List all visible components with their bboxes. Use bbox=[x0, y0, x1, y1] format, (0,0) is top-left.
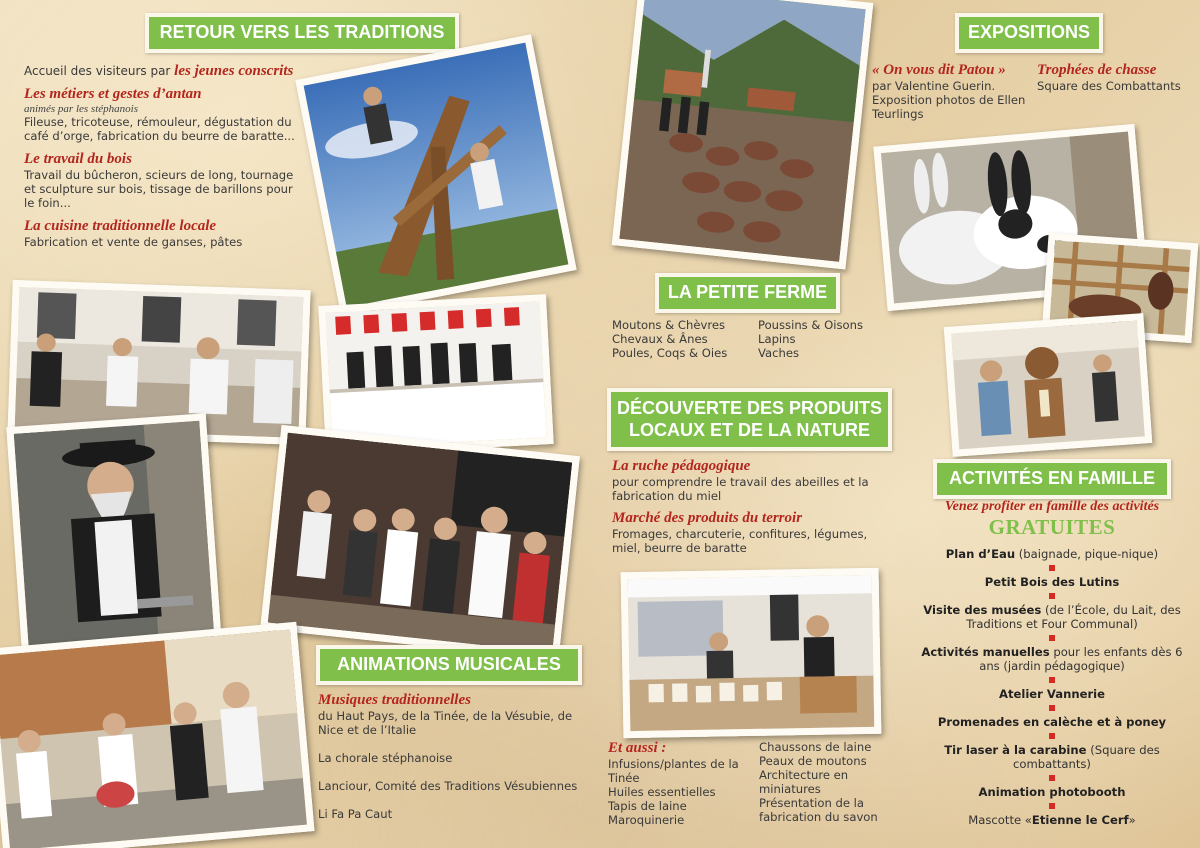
famille-item-petit-bois bbox=[912, 575, 1192, 589]
produits-title-line-2: LOCAUX ET DE LA NATURE bbox=[629, 419, 870, 440]
photo-grinder bbox=[6, 413, 222, 656]
produits-title-line-1: DÉCOUVERTE DES PRODUITS bbox=[616, 398, 883, 418]
produits-text-block bbox=[612, 458, 894, 555]
photo-sawyers bbox=[295, 34, 576, 315]
item-rest: (baignade, pique-nique) bbox=[1015, 547, 1159, 561]
mascotte-name: Etienne le Cerf bbox=[1031, 813, 1129, 827]
bullet-square bbox=[1049, 733, 1055, 739]
aussi-heading: Et aussi : bbox=[608, 740, 667, 756]
bullet-square bbox=[1049, 775, 1055, 781]
expositions-title: EXPOSITIONS bbox=[955, 13, 1103, 53]
aussi-item: Huiles essentielles bbox=[608, 785, 716, 799]
bullet-square bbox=[1049, 705, 1055, 711]
aussi-col-1 bbox=[608, 740, 753, 827]
famille-title: ACTIVITÉS EN FAMILLE bbox=[933, 459, 1171, 499]
item-bold: Atelier Vannerie bbox=[998, 687, 1106, 701]
expo-2-text: Square des Combattants bbox=[1037, 79, 1181, 93]
intro-highlight: les jeunes conscrits bbox=[174, 63, 294, 79]
mascotte-prefix: Mascotte « bbox=[968, 813, 1032, 827]
item-rest: (de l’École, du Lait, des Traditions et Four Communal) bbox=[966, 603, 1181, 631]
aussi-item: Chaussons de laine bbox=[759, 740, 872, 754]
ferme-col-2 bbox=[758, 318, 888, 360]
tradition-item-bois bbox=[24, 151, 296, 210]
marche-heading: Marché des produits du terroir bbox=[612, 510, 803, 526]
ferme-item: Lapins bbox=[758, 332, 796, 346]
tradition-item-cuisine bbox=[24, 218, 296, 249]
expo-2 bbox=[1037, 62, 1187, 93]
intro-text: Accueil des visiteurs par bbox=[24, 64, 175, 78]
photo-street-band bbox=[0, 622, 315, 848]
aussi-item: Architecture en miniatures bbox=[759, 768, 849, 796]
ferme-col-1 bbox=[612, 318, 757, 360]
produits-title bbox=[607, 388, 892, 451]
famille-block bbox=[912, 498, 1192, 827]
expo-1-text: par Valentine Guerin. Exposition photos de Ellen Teurlings bbox=[872, 79, 1026, 121]
musicales-text-block bbox=[318, 692, 578, 821]
item-bold: Visite des musées bbox=[923, 603, 1042, 617]
famille-item-musees bbox=[912, 603, 1192, 631]
traditions-text-block bbox=[24, 63, 296, 249]
bois-text: Travail du bûcheron, scieurs de long, tournage et sculpture sur bois, tissage de barillons pour le foin... bbox=[24, 168, 294, 210]
aussi-item: Infusions/plantes de la Tinée bbox=[608, 757, 739, 785]
musicales-title: ANIMATIONS MUSICALES bbox=[316, 645, 582, 685]
bullet-square bbox=[1049, 803, 1055, 809]
photo-mascot bbox=[944, 313, 1153, 457]
bullet-square bbox=[1049, 677, 1055, 683]
expo-1 bbox=[872, 62, 1032, 121]
ferme-item: Poules, Coqs & Oies bbox=[612, 346, 728, 360]
item-bold: Petit Bois des Lutins bbox=[984, 575, 1120, 589]
metiers-text: Fileuse, tricoteuse, rémouleur, dégustation du café d’orge, fabrication du beurre de baratte... bbox=[24, 115, 295, 143]
cuisine-heading: La cuisine traditionnelle locale bbox=[24, 218, 217, 234]
expo-1-heading: « On vous dit Patou » bbox=[872, 62, 1006, 78]
mascotte-suffix: » bbox=[1128, 813, 1136, 827]
musiques-line-2: La chorale stéphanoise bbox=[318, 751, 453, 765]
ferme-item: Chevaux & Ânes bbox=[612, 332, 708, 346]
item-bold: Animation photobooth bbox=[978, 785, 1126, 799]
cuisine-text: Fabrication et vente de ganses, pâtes bbox=[24, 235, 243, 249]
famille-item-vannerie bbox=[912, 687, 1192, 701]
famille-item-plan-eau bbox=[912, 547, 1192, 561]
musiques-heading: Musiques traditionnelles bbox=[318, 692, 471, 708]
tradition-item-metiers bbox=[24, 86, 296, 143]
item-bold: Plan d’Eau bbox=[945, 547, 1016, 561]
famille-item-caleche bbox=[912, 715, 1192, 729]
expo-2-heading: Trophées de chasse bbox=[1037, 62, 1157, 78]
famille-item-photobooth bbox=[912, 785, 1192, 799]
item-bold: Tir laser à la carabine bbox=[944, 743, 1087, 757]
ferme-item: Poussins & Oisons bbox=[758, 318, 863, 332]
famille-mascotte bbox=[912, 813, 1192, 827]
ferme-title: LA PETITE FERME bbox=[655, 273, 840, 313]
traditions-title: RETOUR VERS LES TRADITIONS bbox=[145, 13, 459, 53]
item-rest: pour les enfants dès 6 ans (jardin pédagogique) bbox=[979, 645, 1183, 673]
famille-item-manuelles bbox=[912, 645, 1192, 673]
metiers-sub: animés par les stéphanois bbox=[24, 103, 138, 115]
photo-market-stall bbox=[621, 568, 882, 738]
aussi-item: Présentation de la fabrication du savon bbox=[759, 796, 878, 824]
photo-herd bbox=[612, 0, 874, 270]
bullet-square bbox=[1049, 593, 1055, 599]
musiques-line-4: Li Fa Pa Caut bbox=[318, 807, 393, 821]
aussi-item: Peaux de moutons bbox=[759, 754, 867, 768]
famille-gratuites: GRATUITES bbox=[988, 515, 1116, 539]
bullet-square bbox=[1049, 635, 1055, 641]
item-bold: Activités manuelles bbox=[921, 645, 1050, 659]
ferme-item: Vaches bbox=[758, 346, 800, 360]
ferme-item: Moutons & Chèvres bbox=[612, 318, 726, 332]
aussi-item: Maroquinerie bbox=[608, 813, 685, 827]
marche-text: Fromages, charcuterie, confitures, légumes, miel, beurre de baratte bbox=[612, 527, 868, 555]
photo-children-musicians bbox=[260, 425, 580, 660]
musiques-line-3: Lanciour, Comité des Traditions Vésubiennes bbox=[318, 779, 578, 793]
item-bold: Promenades en calèche et à poney bbox=[937, 715, 1167, 729]
item-rest: (Square des combattants) bbox=[1013, 743, 1160, 771]
ruche-heading: La ruche pédagogique bbox=[612, 458, 751, 474]
famille-item-tir-laser bbox=[912, 743, 1192, 771]
metiers-heading: Les métiers et gestes d’antan bbox=[24, 86, 202, 102]
ruche-text: pour comprendre le travail des abeilles et la fabrication du miel bbox=[612, 475, 869, 503]
traditions-intro bbox=[24, 63, 296, 80]
aussi-col-2 bbox=[759, 740, 897, 824]
aussi-item: Tapis de laine bbox=[608, 799, 687, 813]
famille-intro: Venez profiter en famille des activités bbox=[944, 499, 1160, 514]
musiques-line-1: du Haut Pays, de la Tinée, de la Vésubie, de Nice et de l’Italie bbox=[318, 709, 573, 737]
bullet-square bbox=[1049, 565, 1055, 571]
bois-heading: Le travail du bois bbox=[24, 151, 132, 167]
